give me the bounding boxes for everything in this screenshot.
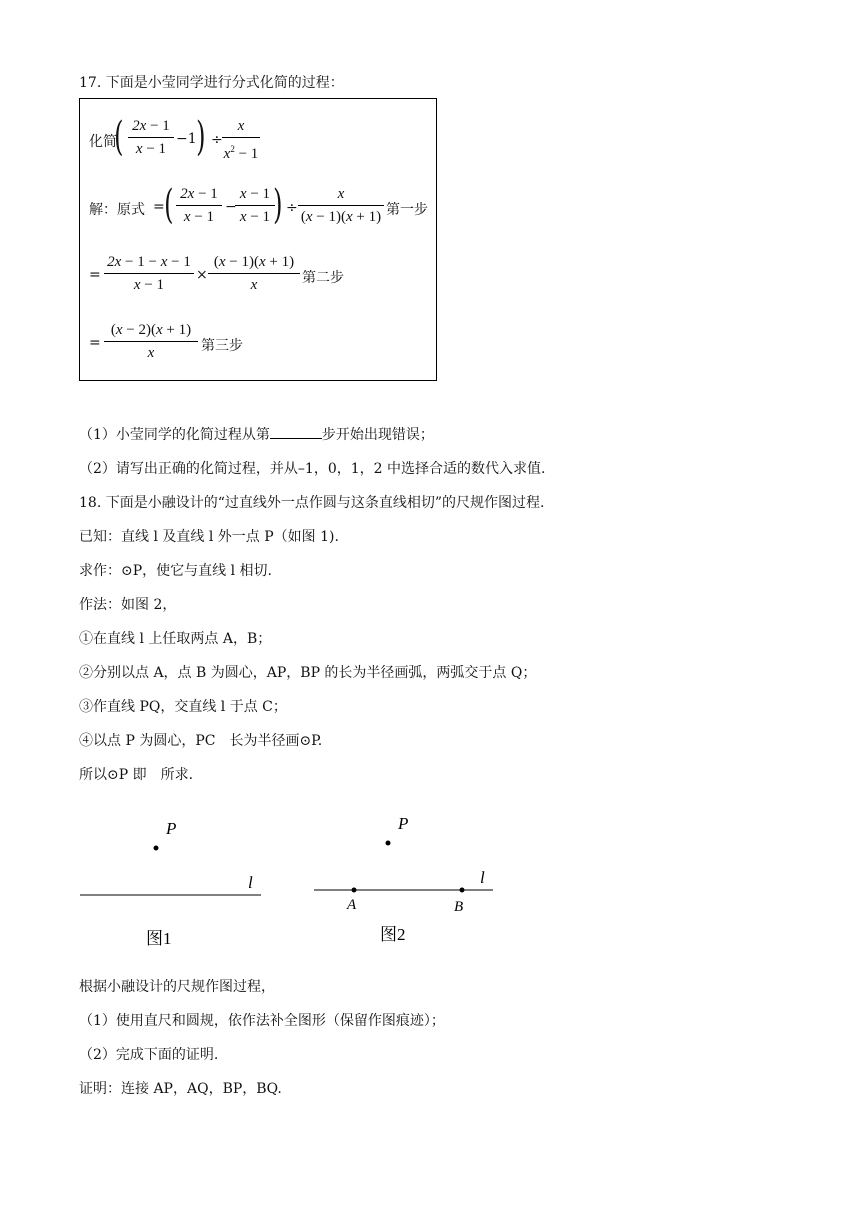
q18-known: 已知：直线 l 及直线 l 外一点 P（如图 1).: [79, 529, 339, 545]
fig2-label-p: P: [398, 814, 409, 833]
problem-label: 化简: [89, 134, 117, 150]
fig1-label-l: l: [248, 873, 253, 892]
q17-part2: （2）请写出正确的化简过程，并从–1，0，1，2 中选择合适的数代入求值.: [79, 461, 546, 477]
q18-find: 求作：⊙P，使它与直线 l 相切.: [79, 563, 272, 579]
answer-blank[interactable]: [270, 426, 322, 439]
figure-1: [76, 812, 276, 952]
q17-title: 17. 下面是小莹同学进行分式化简的过程：: [79, 75, 344, 91]
q18-title: 18. 下面是小融设计的“过直线外一点作圆与这条直线相切”的尺规作图过程.: [79, 495, 545, 511]
fig1-caption: 图1: [146, 929, 172, 948]
solution-label: 解：原式: [89, 202, 145, 218]
divide-sign: ÷: [211, 132, 223, 148]
q18-method: 作法：如图 2，: [79, 597, 177, 613]
step2-label: 第二步: [302, 270, 344, 286]
q18-conclusion: 所以⊙P 即 所求.: [79, 767, 194, 783]
fig2-point-p: [386, 841, 391, 846]
step1-label: 第一步: [386, 202, 428, 218]
fraction-2x-1-over-x-1: 2x − 1 x − 1: [128, 117, 174, 158]
right-paren: ): [196, 114, 206, 160]
fig1-point-p: [154, 846, 159, 851]
fig2-point-a: [352, 888, 357, 893]
fig2-label-b: B: [454, 899, 464, 915]
minus-one: −1: [176, 131, 197, 147]
q18-step-1: ①在直线 l 上任取两点 A，B；: [79, 631, 272, 647]
fig2-label-l: l: [480, 868, 485, 887]
q18-intro: 根据小融设计的尺规作图过程，: [79, 979, 275, 995]
fig2-label-a: A: [347, 897, 357, 913]
solution-box: 化简 ( 2x − 1 x − 1 −1 ) ÷ x $x^2 - 1$ 解：原式 = ( 2x − 1 x − 1 − x − 1 x − 1 ) ÷ x (x − 1)(x + 1) 第一步 = 2x − 1 − x − 1 x − 1 × (x − 1)(x + 1) x 第二步 = (x − 2)(x + 1) x 第三步: [79, 98, 437, 381]
q18-step-3: ③作直线 PQ，交直线 l 于点 C；: [79, 699, 287, 715]
fig2-caption: 图2: [380, 925, 406, 944]
q18-part2: （2）完成下面的证明.: [79, 1047, 219, 1063]
q18-part1: （1）使用直尺和圆规，依作法补全图形（保留作图痕迹）；: [79, 1013, 445, 1029]
fig2-point-b: [460, 888, 465, 893]
figure-2: [310, 810, 510, 950]
q18-step-4: ④以点 P 为圆心，PC 长为半径画⊙P.: [79, 733, 323, 749]
q18-proof: 证明：连接 AP，AQ，BP，BQ.: [79, 1081, 282, 1097]
fig1-label-p: P: [166, 819, 177, 838]
q17-part1: （1）小莹同学的化简过程从第 步开始出现错误；: [79, 427, 434, 443]
step3-label: 第三步: [201, 338, 243, 354]
left-paren: (: [114, 114, 124, 160]
fraction-x-over-x2-1: x $x^2 - 1$: [223, 118, 259, 162]
q18-step-2: ②分别以点 A，点 B 为圆心，AP，BP 的长为半径画弧，两弧交于点 Q；: [79, 665, 537, 681]
